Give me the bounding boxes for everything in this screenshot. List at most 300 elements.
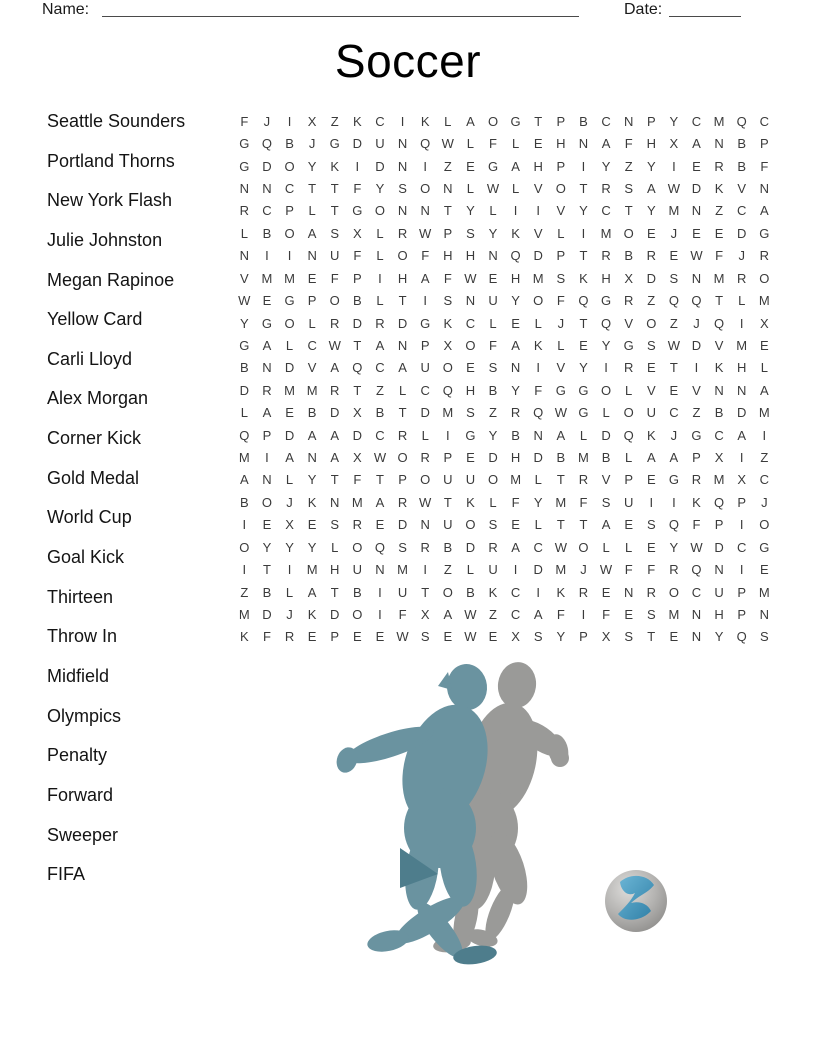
grid-letter: Y bbox=[601, 158, 611, 174]
grid-letter: M bbox=[758, 584, 770, 600]
grid-letter: N bbox=[239, 180, 249, 196]
grid-letter: R bbox=[420, 450, 430, 466]
grid-letter: C bbox=[533, 539, 543, 555]
grid-letter: K bbox=[466, 494, 475, 510]
grid-letter: J bbox=[308, 136, 316, 152]
grid-letter: A bbox=[262, 405, 272, 421]
grid-letter: E bbox=[579, 337, 588, 353]
grid-letter: B bbox=[353, 584, 362, 600]
grid-letter: L bbox=[512, 180, 520, 196]
grid-letter: B bbox=[262, 225, 272, 241]
grid-letter: U bbox=[465, 472, 476, 488]
grid-letter: Y bbox=[511, 382, 520, 398]
grid-letter: N bbox=[759, 606, 770, 622]
grid-letter: Q bbox=[578, 293, 589, 309]
grid-letter: K bbox=[556, 584, 566, 600]
grid-letter: D bbox=[397, 315, 408, 331]
word-list-item: World Cup bbox=[47, 507, 132, 528]
grid-letter: P bbox=[262, 427, 272, 443]
grid-letter: Y bbox=[669, 113, 679, 129]
grid-letter: R bbox=[510, 405, 521, 421]
grid-letter: Q bbox=[714, 315, 725, 331]
grid-letter: L bbox=[625, 450, 633, 466]
grid-letter: W bbox=[419, 494, 432, 510]
word-list-item: Portland Thorns bbox=[47, 150, 175, 171]
grid-letter: E bbox=[307, 270, 317, 286]
grid-letter: L bbox=[534, 315, 542, 331]
grid-letter: E bbox=[353, 629, 362, 645]
grid-letter: M bbox=[261, 270, 273, 286]
grid-letter: L bbox=[466, 180, 475, 196]
grid-letter: G bbox=[623, 337, 634, 353]
grid-letter: A bbox=[759, 203, 769, 219]
grid-letter: A bbox=[511, 539, 520, 555]
grid-letter: F bbox=[240, 113, 249, 129]
grid-letter: F bbox=[556, 606, 565, 622]
grid-letter: V bbox=[239, 270, 249, 286]
grid-letter: N bbox=[465, 293, 476, 309]
grid-letter: L bbox=[489, 315, 497, 331]
grid-letter: L bbox=[376, 225, 384, 241]
grid-letter: E bbox=[624, 517, 633, 533]
grid-letter: E bbox=[511, 315, 520, 331]
grid-letter: A bbox=[601, 517, 611, 533]
grid-letter: M bbox=[306, 562, 318, 578]
grid-letter: S bbox=[330, 225, 340, 241]
grid-letter: E bbox=[511, 517, 520, 533]
grid-letter: I bbox=[378, 606, 382, 622]
grid-letter: R bbox=[578, 584, 589, 600]
grid-letter: R bbox=[352, 517, 363, 533]
grid-letter: V bbox=[556, 203, 566, 219]
grid-letter: W bbox=[599, 562, 613, 578]
grid-letter: Q bbox=[736, 113, 747, 129]
grid-letter: K bbox=[511, 225, 520, 241]
grid-letter: B bbox=[737, 136, 747, 152]
grid-letter: D bbox=[737, 225, 747, 241]
grid-letter: O bbox=[623, 405, 634, 421]
grid-letter: E bbox=[624, 606, 633, 622]
grid-letter: H bbox=[330, 562, 340, 578]
grid-letter: L bbox=[579, 427, 588, 443]
grid-letter: X bbox=[353, 225, 362, 241]
grid-letter: S bbox=[398, 539, 407, 555]
grid-letter: O bbox=[239, 539, 250, 555]
grid-letter: T bbox=[579, 315, 588, 331]
grid-letter: A bbox=[398, 360, 407, 376]
grid-letter: R bbox=[578, 472, 589, 488]
grid-letter: Y bbox=[239, 315, 249, 331]
grid-letter: I bbox=[739, 562, 744, 578]
grid-letter: A bbox=[511, 337, 520, 353]
grid-letter: Z bbox=[330, 113, 339, 129]
grid-letter: Q bbox=[239, 427, 250, 443]
grid-letter: T bbox=[308, 180, 317, 196]
grid-letter: I bbox=[378, 270, 382, 286]
grid-letter: U bbox=[352, 562, 363, 578]
grid-letter: T bbox=[647, 629, 656, 645]
word-list bbox=[47, 102, 232, 895]
grid-letter: T bbox=[715, 293, 724, 309]
grid-letter: E bbox=[669, 629, 679, 645]
grid-letter: Q bbox=[691, 562, 702, 578]
grid-letter: L bbox=[421, 427, 429, 443]
grid-letter: E bbox=[488, 270, 498, 286]
grid-letter: B bbox=[511, 427, 520, 443]
grid-letter: L bbox=[602, 405, 610, 421]
grid-letter: M bbox=[600, 225, 612, 241]
grid-letter: G bbox=[239, 337, 250, 353]
grid-letter: D bbox=[284, 427, 295, 443]
grid-letter: N bbox=[397, 158, 408, 174]
grid-letter: C bbox=[420, 382, 430, 398]
grid-letter: B bbox=[443, 539, 453, 555]
grid-letter: I bbox=[739, 517, 744, 533]
grid-letter: Q bbox=[442, 382, 453, 398]
grid-letter: W bbox=[690, 248, 703, 264]
grid-letter: O bbox=[442, 360, 453, 376]
grid-letter: S bbox=[488, 360, 498, 376]
grid-letter: C bbox=[375, 360, 385, 376]
grid-letter: P bbox=[624, 472, 633, 488]
grid-letter: R bbox=[646, 248, 656, 264]
grid-letter: C bbox=[510, 584, 521, 600]
grid-letter: T bbox=[534, 113, 543, 129]
grid-letter: V bbox=[624, 315, 633, 331]
grid-letter: F bbox=[489, 337, 497, 353]
grid-letter: J bbox=[557, 315, 565, 331]
grid-letter: F bbox=[489, 136, 497, 152]
grid-letter: U bbox=[714, 584, 724, 600]
grid-letter: C bbox=[669, 405, 679, 421]
grid-letter: T bbox=[579, 248, 588, 264]
word-list-item: Olympics bbox=[47, 705, 122, 726]
grid-letter: O bbox=[578, 539, 589, 555]
grid-letter: L bbox=[557, 225, 565, 241]
grid-letter: G bbox=[600, 293, 612, 309]
grid-letter: P bbox=[353, 270, 362, 286]
grid-letter: N bbox=[420, 203, 430, 219]
grid-letter: Y bbox=[307, 472, 317, 488]
grid-letter: D bbox=[262, 606, 272, 622]
grid-letter: A bbox=[646, 180, 656, 196]
grid-letter: I bbox=[672, 494, 676, 510]
grid-letter: E bbox=[443, 629, 453, 645]
grid-letter: N bbox=[488, 248, 498, 264]
grid-letter: K bbox=[692, 494, 701, 510]
word-list-item: Alex Morgan bbox=[47, 388, 149, 409]
grid-letter: H bbox=[533, 158, 543, 174]
grid-letter: L bbox=[285, 584, 294, 600]
grid-letter: V bbox=[307, 360, 317, 376]
grid-letter: V bbox=[692, 382, 701, 398]
grid-letter: W bbox=[419, 225, 432, 241]
grid-letter: G bbox=[420, 315, 431, 331]
grid-letter: I bbox=[581, 158, 586, 174]
grid-letter: X bbox=[353, 450, 362, 466]
grid-letter: G bbox=[759, 539, 770, 555]
grid-letter: L bbox=[534, 517, 542, 533]
grid-letter: U bbox=[623, 494, 634, 510]
grid-letter: S bbox=[646, 606, 656, 622]
grid-letter: E bbox=[375, 629, 385, 645]
grid-letter: N bbox=[443, 180, 453, 196]
grid-letter: N bbox=[714, 562, 724, 578]
grid-letter: T bbox=[353, 382, 362, 398]
grid-letter: U bbox=[443, 517, 453, 533]
grid-letter: P bbox=[759, 136, 769, 152]
grid-letter: E bbox=[646, 472, 656, 488]
grid-letter: H bbox=[714, 606, 724, 622]
grid-letter: L bbox=[557, 337, 565, 353]
grid-letter: A bbox=[466, 113, 475, 129]
grid-letter: R bbox=[488, 539, 498, 555]
grid-letter: E bbox=[262, 293, 272, 309]
grid-letter: C bbox=[465, 315, 476, 331]
name-label: Name: bbox=[42, 1, 90, 18]
grid-letter: N bbox=[623, 584, 634, 600]
grid-letter: L bbox=[331, 539, 339, 555]
grid-letter: O bbox=[646, 315, 657, 331]
word-list-item: Midfield bbox=[47, 665, 110, 686]
grid-letter: L bbox=[602, 539, 610, 555]
grid-letter: W bbox=[667, 180, 681, 196]
grid-letter: O bbox=[668, 584, 679, 600]
grid-letter: D bbox=[352, 427, 363, 443]
grid-letter: F bbox=[579, 494, 588, 510]
grid-letter: B bbox=[307, 405, 317, 421]
word-list-item: Corner Kick bbox=[47, 428, 142, 449]
grid-letter: R bbox=[262, 382, 272, 398]
grid-letter: Q bbox=[736, 629, 747, 645]
grid-letter: K bbox=[579, 270, 588, 286]
grid-letter: Y bbox=[307, 539, 317, 555]
grid-letter: W bbox=[238, 293, 251, 309]
grid-letter: D bbox=[352, 315, 363, 331]
grid-letter: J bbox=[286, 494, 293, 510]
grid-letter: V bbox=[737, 180, 747, 196]
grid-letter: C bbox=[737, 539, 747, 555]
grid-letter: O bbox=[759, 270, 770, 286]
grid-letter: L bbox=[466, 562, 475, 578]
grid-letter: B bbox=[239, 494, 249, 510]
grid-letter: L bbox=[285, 337, 294, 353]
grid-letter: T bbox=[375, 472, 384, 488]
grid-letter: X bbox=[737, 472, 747, 488]
grid-letter: H bbox=[601, 270, 611, 286]
grid-letter: F bbox=[556, 293, 565, 309]
grid-letter: N bbox=[307, 248, 317, 264]
grid-letter: L bbox=[240, 405, 248, 421]
grid-letter: T bbox=[443, 203, 452, 219]
grid-letter: D bbox=[375, 158, 385, 174]
grid-letter: X bbox=[443, 337, 453, 353]
grid-letter: M bbox=[758, 405, 770, 421]
grid-letter: W bbox=[690, 539, 703, 555]
grid-letter: O bbox=[352, 606, 363, 622]
grid-letter: A bbox=[330, 450, 340, 466]
grid-letter: L bbox=[376, 293, 384, 309]
grid-letter: Z bbox=[443, 158, 452, 174]
grid-letter: F bbox=[353, 248, 362, 264]
grid-letter: P bbox=[692, 450, 701, 466]
grid-letter: V bbox=[714, 337, 724, 353]
grid-letter: I bbox=[445, 427, 450, 443]
grid-letter: J bbox=[761, 494, 768, 510]
grid-letter: C bbox=[262, 203, 272, 219]
grid-letter: O bbox=[397, 450, 408, 466]
grid-letter: O bbox=[465, 517, 476, 533]
grid-letter: R bbox=[623, 360, 634, 376]
grid-letter: D bbox=[533, 450, 543, 466]
grid-letter: F bbox=[760, 158, 769, 174]
grid-letter: K bbox=[420, 113, 430, 129]
grid-letter: A bbox=[307, 584, 317, 600]
date-blank-line bbox=[669, 0, 741, 17]
grid-letter: M bbox=[442, 405, 454, 421]
grid-letter: F bbox=[443, 270, 452, 286]
grid-letter: T bbox=[669, 360, 678, 376]
grid-letter: M bbox=[284, 382, 295, 398]
grid-letter: R bbox=[239, 203, 249, 219]
grid-letter: G bbox=[668, 472, 679, 488]
grid-letter: W bbox=[464, 270, 477, 286]
grid-letter: T bbox=[556, 472, 565, 488]
grid-letter: N bbox=[691, 606, 702, 622]
grid-letter: W bbox=[464, 629, 477, 645]
word-list-item: FIFA bbox=[47, 864, 86, 885]
grid-letter: O bbox=[487, 113, 499, 129]
word-list-item: Thirteen bbox=[47, 586, 114, 607]
grid-letter: X bbox=[285, 517, 294, 533]
grid-letter: K bbox=[307, 494, 317, 510]
grid-letter: D bbox=[420, 405, 430, 421]
grid-letter: R bbox=[601, 180, 611, 196]
grid-letter: V bbox=[556, 360, 566, 376]
grid-letter: Q bbox=[668, 293, 679, 309]
grid-letter: P bbox=[285, 203, 294, 219]
grid-letter: R bbox=[330, 315, 340, 331]
grid-letter: I bbox=[265, 248, 269, 264]
grid-letter: W bbox=[373, 450, 387, 466]
grid-letter: T bbox=[579, 517, 588, 533]
grid-letter: U bbox=[420, 360, 430, 376]
grid-letter: F bbox=[602, 606, 611, 622]
grid-letter: E bbox=[466, 360, 475, 376]
grid-letter: C bbox=[601, 203, 611, 219]
grid-letter: V bbox=[533, 180, 543, 196]
grid-letter: I bbox=[513, 562, 518, 578]
soccer-players-illustration bbox=[330, 660, 680, 970]
grid-letter: D bbox=[691, 337, 702, 353]
grid-letter: P bbox=[579, 629, 588, 645]
grid-letter: M bbox=[758, 293, 770, 309]
grid-letter: S bbox=[488, 517, 498, 533]
grid-letter: O bbox=[284, 158, 295, 174]
grid-letter: W bbox=[667, 337, 681, 353]
grid-letter: F bbox=[330, 270, 339, 286]
grid-letter: E bbox=[646, 539, 656, 555]
name-blank-line bbox=[102, 0, 579, 17]
grid-letter: A bbox=[262, 337, 272, 353]
grid-letter: F bbox=[692, 517, 701, 533]
grid-letter: M bbox=[532, 270, 544, 286]
grid-letter: L bbox=[308, 203, 316, 219]
grid-letter: Z bbox=[240, 584, 249, 600]
grid-letter: O bbox=[533, 293, 544, 309]
grid-letter: I bbox=[739, 315, 744, 331]
grid-letter: E bbox=[533, 136, 543, 152]
grid-letter: R bbox=[397, 494, 408, 510]
grid-letter: A bbox=[692, 136, 701, 152]
grid-letter: Q bbox=[668, 517, 679, 533]
grid-letter: L bbox=[285, 472, 294, 488]
grid-letter: F bbox=[534, 382, 543, 398]
grid-letter: W bbox=[441, 136, 454, 152]
word-list-item: Sweeper bbox=[47, 824, 119, 845]
grid-letter: E bbox=[488, 629, 498, 645]
grid-letter: N bbox=[262, 472, 272, 488]
grid-letter: X bbox=[420, 606, 430, 622]
grid-letter: E bbox=[692, 158, 701, 174]
grid-letter: P bbox=[556, 248, 566, 264]
grid-letter: E bbox=[285, 405, 294, 421]
grid-letter: U bbox=[443, 472, 453, 488]
word-list-item: Megan Rapinoe bbox=[47, 269, 175, 290]
grid-letter: R bbox=[601, 248, 611, 264]
grid-letter: Y bbox=[262, 539, 272, 555]
grid-letter: Y bbox=[714, 629, 724, 645]
grid-letter: O bbox=[374, 203, 386, 219]
grid-letter: R bbox=[714, 158, 724, 174]
grid-letter: Y bbox=[466, 203, 475, 219]
grid-letter: P bbox=[737, 606, 747, 622]
grid-letter: E bbox=[307, 517, 317, 533]
grid-letter: I bbox=[536, 203, 541, 219]
grid-letter: I bbox=[694, 360, 699, 376]
grid-letter: T bbox=[398, 293, 407, 309]
grid-letter: O bbox=[623, 225, 634, 241]
grid-letter: E bbox=[646, 225, 656, 241]
grid-letter: H bbox=[646, 136, 656, 152]
grid-letter: A bbox=[646, 450, 656, 466]
grid-letter: Y bbox=[579, 203, 588, 219]
grid-letter: B bbox=[714, 405, 724, 421]
grid-letter: Q bbox=[420, 136, 431, 152]
grid-letter: S bbox=[466, 225, 475, 241]
grid-letter: X bbox=[511, 629, 520, 645]
grid-letter: A bbox=[375, 337, 385, 353]
grid-letter: R bbox=[330, 382, 340, 398]
grid-letter: T bbox=[398, 405, 407, 421]
grid-letter: N bbox=[691, 629, 702, 645]
grid-letter: M bbox=[713, 472, 725, 488]
grid-letter: A bbox=[556, 427, 566, 443]
grid-letter: A bbox=[533, 606, 543, 622]
grid-letter: P bbox=[737, 494, 747, 510]
grid-letter: F bbox=[353, 472, 362, 488]
grid-letter: E bbox=[646, 360, 656, 376]
grid-letter: B bbox=[624, 248, 633, 264]
grid-letter: H bbox=[397, 270, 408, 286]
grid-letter: Q bbox=[510, 248, 521, 264]
grid-letter: A bbox=[375, 494, 385, 510]
word-list-item: Goal Kick bbox=[47, 547, 125, 568]
grid-letter: P bbox=[556, 113, 566, 129]
grid-letter: W bbox=[486, 180, 500, 196]
grid-letter: H bbox=[510, 450, 521, 466]
grid-letter: A bbox=[511, 158, 520, 174]
